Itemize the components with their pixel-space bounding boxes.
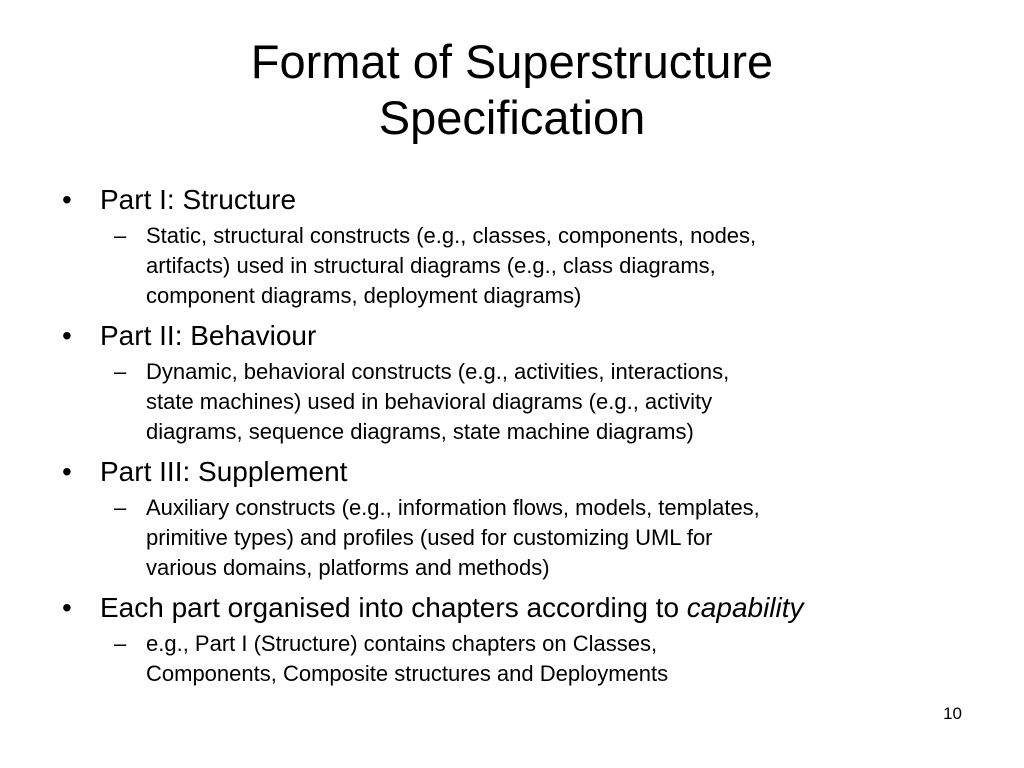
slide-body	[62, 183, 982, 697]
sub-bullet-part-3	[62, 493, 982, 583]
sub-bullet-text: Dynamic, behavioral constructs (e.g., activities, interactions, state machines) used in behavioral diagrams (e.g., activity diagrams, sequence diagrams, state machine diagrams)	[146, 359, 730, 444]
sub-bullet-text: Static, structural constructs (e.g., classes, components, nodes, artifacts) used in structural diagrams (e.g., class diagrams, component diagrams, deployment diagrams)	[146, 223, 757, 308]
bullet-text-emphasis: capability	[686, 592, 804, 623]
bullet-part-1	[62, 183, 982, 217]
bullet-text: Part II: Behaviour	[100, 320, 317, 351]
bullet-chapters	[62, 591, 982, 625]
sub-bullet-text: e.g., Part I (Structure) contains chapters on Classes, Components, Composite structures and Deployments	[146, 631, 669, 686]
bullet-marker: •	[62, 592, 72, 623]
sub-bullet-chapters	[62, 629, 982, 689]
bullet-part-3	[62, 455, 982, 489]
sub-bullet-part-1	[62, 221, 982, 311]
bullet-text: Each part organised into chapters according to	[100, 592, 687, 623]
sub-bullet-marker: –	[114, 495, 127, 520]
sub-bullet-marker: –	[114, 631, 127, 656]
page-number: 10	[943, 704, 962, 723]
bullet-part-2	[62, 319, 982, 353]
slide-title-line-2: Specification	[378, 91, 646, 144]
bullet-text: Part III: Supplement	[100, 456, 348, 487]
sub-bullet-marker: –	[114, 223, 127, 248]
sub-bullet-marker: –	[114, 359, 127, 384]
bullet-text: Part I: Structure	[100, 184, 297, 215]
sub-bullet-text: Auxiliary constructs (e.g., information flows, models, templates, primitive types) and profiles (used for customizing UML for various domains, platforms and methods)	[146, 495, 760, 580]
sub-bullet-part-2	[62, 357, 982, 447]
bullet-marker: •	[62, 456, 72, 487]
slide-title	[0, 34, 1024, 146]
bullet-marker: •	[62, 320, 72, 351]
bullet-marker: •	[62, 184, 72, 215]
slide-title-line-1: Format of Superstructure	[250, 35, 774, 88]
